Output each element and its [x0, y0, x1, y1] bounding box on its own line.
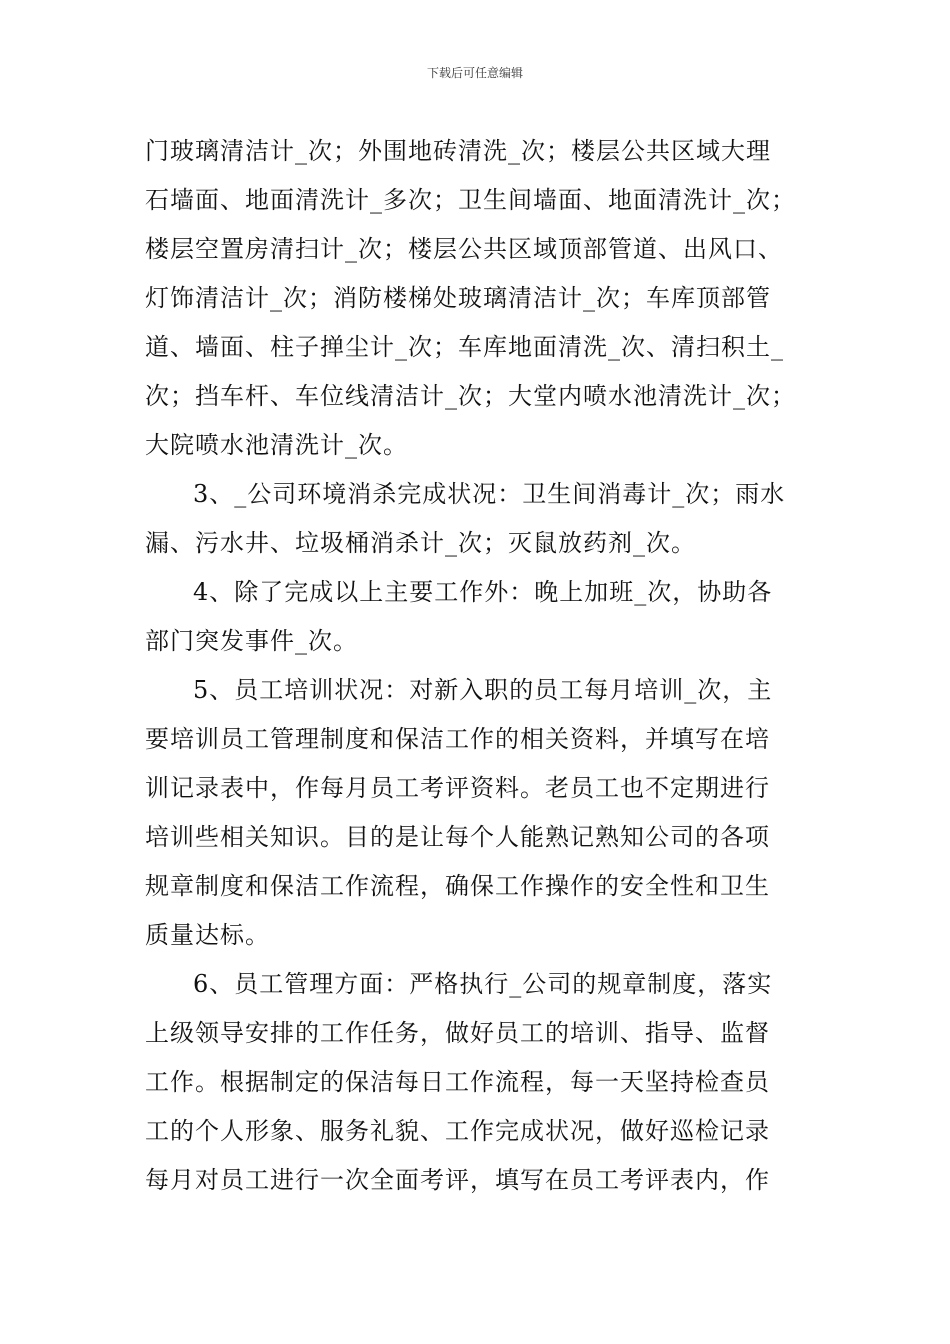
text-line: 工作。根据制定的保洁每日工作流程，每一天坚持检查员 — [145, 1068, 770, 1096]
paragraph-start-line: 6、员工管理方面：严格执行_公司的规章制度，落实 — [193, 970, 773, 998]
text-line: 质量达标。 — [145, 921, 270, 949]
text-line: 大院喷水池清洗计_次。 — [145, 431, 408, 459]
text-line: 工的个人形象、服务礼貌、工作完成状况，做好巡检记录 — [145, 1117, 770, 1145]
text-line: 训记录表中，作每月员工考评资料。老员工也不定期进行 — [145, 774, 770, 802]
text-line: 灯饰清洁计_次；消防楼梯处玻璃清洁计_次；车库顶部管 — [145, 284, 771, 312]
text-line: 每月对员工进行一次全面考评，填写在员工考评表内，作 — [145, 1166, 770, 1194]
text-line: 门玻璃清洁计_次；外围地砖清洗_次；楼层公共区域大理 — [145, 137, 771, 165]
text-line: 次；挡车杆、车位线清洁计_次；大堂内喷水池清洗计_次； — [145, 382, 796, 410]
text-line: 部门突发事件_次。 — [145, 627, 358, 655]
text-line: 上级领导安排的工作任务，做好员工的培训、指导、监督 — [145, 1019, 770, 1047]
text-line: 楼层空置房清扫计_次；楼层公共区域顶部管道、出风口、 — [145, 235, 783, 263]
text-line: 培训些相关知识。目的是让每个人能熟记熟知公司的各项 — [145, 823, 770, 851]
paragraph-start-line: 5、员工培训状况：对新入职的员工每月培训_次，主 — [193, 676, 773, 704]
text-line: 要培训员工管理制度和保洁工作的相关资料，并填写在培 — [145, 725, 770, 753]
text-line: 道、墙面、柱子掸尘计_次；车库地面清洗_次、清扫积土_ — [145, 333, 784, 361]
page-header: 下载后可任意编辑 — [426, 66, 523, 80]
text-line: 规章制度和保洁工作流程，确保工作操作的安全性和卫生 — [145, 872, 770, 900]
paragraph-start-line: 3、_公司环境消杀完成状况：卫生间消毒计_次；雨水 — [193, 480, 786, 508]
paragraph-start-line: 4、除了完成以上主要工作外：晚上加班_次，协助各 — [193, 578, 773, 606]
document-body — [145, 127, 820, 1205]
text-line: 漏、污水井、垃圾桶消杀计_次；灭鼠放药剂_次。 — [145, 529, 696, 557]
text-line: 石墙面、地面清洗计_多次；卫生间墙面、地面清洗计_次； — [145, 186, 796, 214]
